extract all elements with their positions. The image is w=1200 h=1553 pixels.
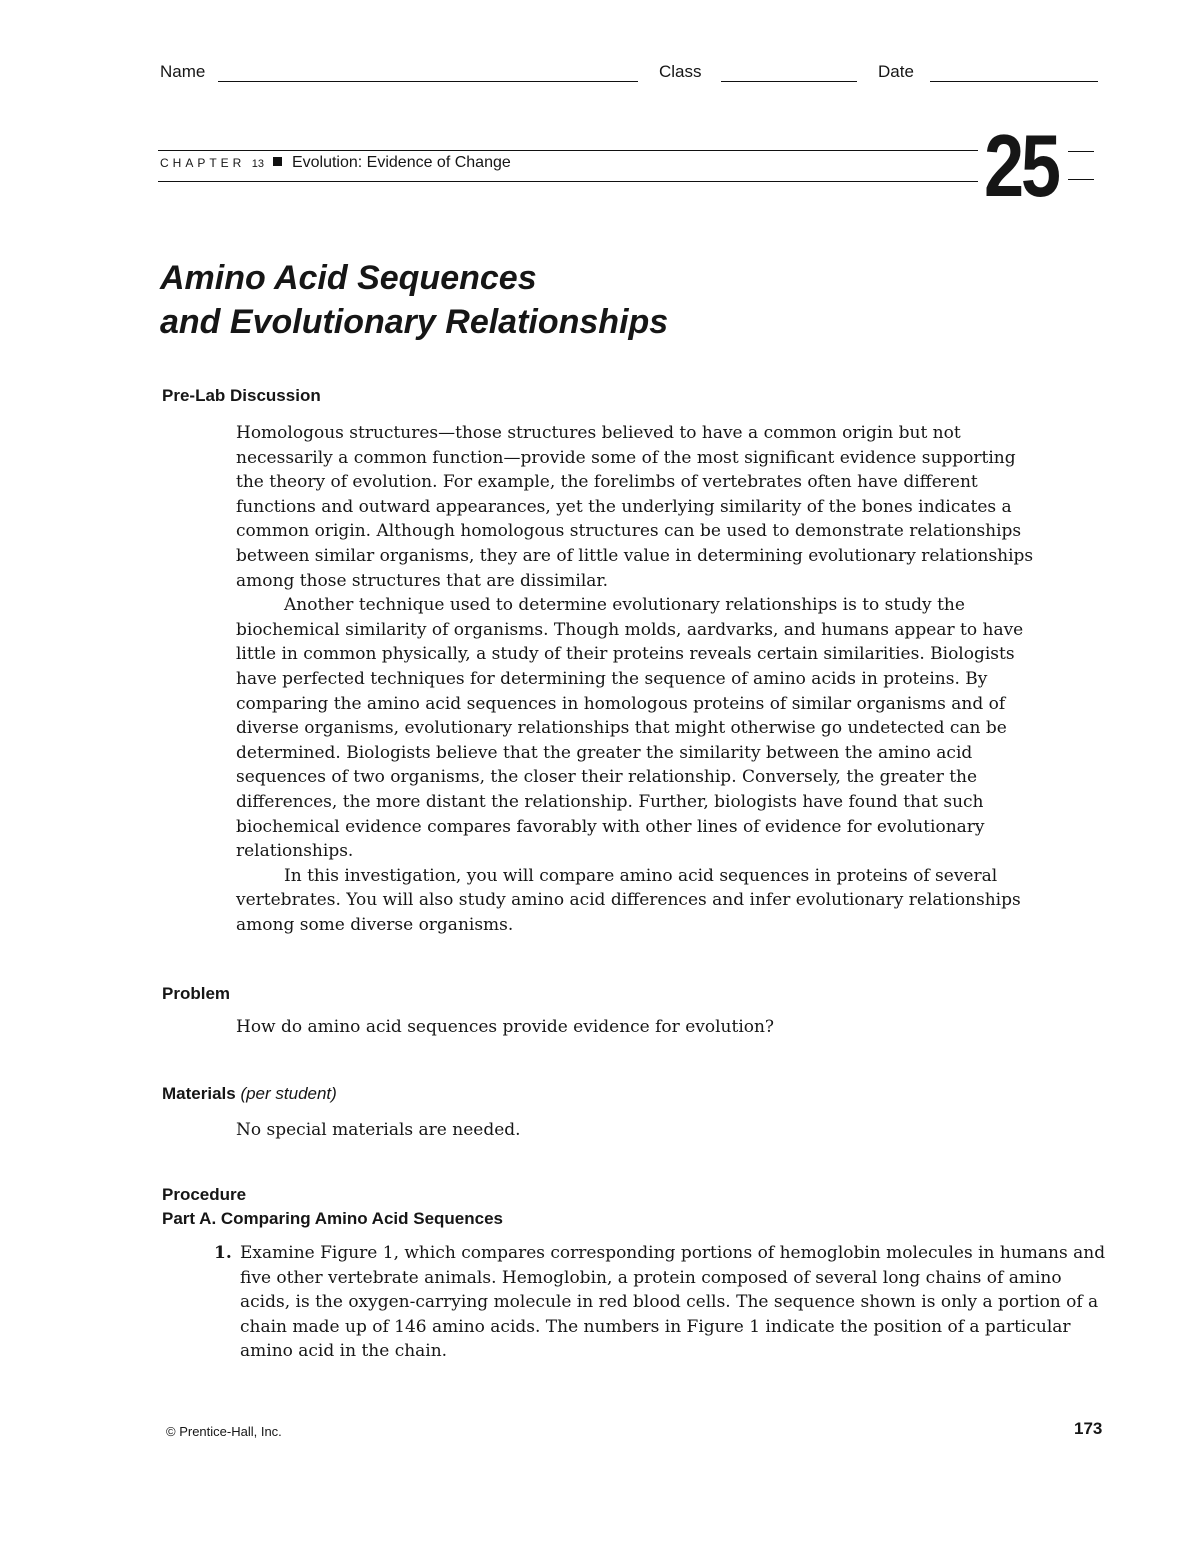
title-line-1: Amino Acid Sequences xyxy=(160,259,537,297)
class-label: Class xyxy=(659,62,702,81)
lab-number: 25 xyxy=(984,116,1058,215)
procedure-heading: Procedure xyxy=(162,1185,247,1204)
page-number: 173 xyxy=(1074,1419,1103,1438)
step-number: 1. xyxy=(214,1243,232,1263)
chapter-label: CHAPTER xyxy=(160,156,246,170)
materials-label: Materials xyxy=(162,1084,236,1103)
date-field xyxy=(878,62,914,82)
date-label: Date xyxy=(878,62,914,81)
chapter-band xyxy=(158,150,978,182)
header-fields xyxy=(160,62,1100,86)
date-blank-line xyxy=(930,81,1098,82)
square-bullet-icon xyxy=(273,157,282,166)
title-line-2: and Evolutionary Relationships xyxy=(160,303,669,341)
materials-text: No special materials are needed. xyxy=(236,1120,521,1140)
problem-text: How do amino acid sequences provide evidence for evolution? xyxy=(236,1017,775,1037)
prelab-paragraph-3: In this investigation, you will compare amino acid sequences in proteins of several vertebrates. You will also study amino acid differences and infer evolutionary relationships among some diverse organisms. xyxy=(236,865,1021,935)
procedure-step-1 xyxy=(214,1241,1109,1364)
materials-heading xyxy=(162,1084,337,1104)
chapter-number: 13 xyxy=(251,158,265,170)
class-field xyxy=(659,62,702,82)
prelab-paragraph-1: Homologous structures—those structures believed to have a common origin but not necessarily a common function—provide some of the most significant evidence supporting the theory of evolution. For example, the forelimbs of vertebrates often have different functions and outward appearances, yet the underlying similarity of the bones indicates a common origin. Although homologous structures can be used to demonstrate relationships between similar organisms, they are of little value in determining evolutionary relationships among those structures that are dissimilar. xyxy=(236,423,1034,591)
name-label: Name xyxy=(160,62,206,81)
prelab-paragraph-2: Another technique used to determine evolutionary relationships is to study the biochemical similarity of organisms. Though molds, aardvarks, and humans appear to have little in common physically, a study of their proteins reveals certain similarities. Biologists have perfected techniques for determining the sequence of amino acids in proteins. By comparing the amino acid sequences in homologous proteins of similar organisms and of diverse organisms, evolutionary relationships that might otherwise go undetected can be determined. Biologists believe that the greater the similarity between the amino acid sequences of two organisms, the closer their relationship. Conversely, the greater the differences, the more distant the relationship. Further, biologists have found that such biochemical evidence compares favorably with other lines of evidence for evolutionary relationships. xyxy=(236,595,1024,862)
tick-line-bottom xyxy=(1068,179,1094,180)
step-text: Examine Figure 1, which compares corresponding portions of hemoglobin molecules in humans and five other vertebrate animals. Hemoglobin, a protein composed of several long chains of amino acids, is the oxygen-carrying molecule in red blood cells. The sequence shown is only a portion of a chain made up of 146 amino acids. The numbers in Figure 1 indicate the position of a particular amino acid in the chain. xyxy=(240,1243,1106,1362)
part-a-heading: Part A. Comparing Amino Acid Sequences xyxy=(162,1209,504,1228)
name-blank-line xyxy=(218,81,638,82)
page-title xyxy=(160,256,668,344)
prelab-body xyxy=(236,421,1046,937)
copyright-notice: © Prentice-Hall, Inc. xyxy=(166,1424,282,1439)
chapter-heading xyxy=(160,154,511,172)
tick-line-top xyxy=(1068,151,1094,152)
name-field xyxy=(160,62,205,82)
class-blank-line xyxy=(721,81,857,82)
prelab-heading: Pre-Lab Discussion xyxy=(162,386,321,405)
chapter-title: Evolution: Evidence of Change xyxy=(291,154,511,171)
materials-qualifier: (per student) xyxy=(240,1084,337,1103)
problem-heading: Problem xyxy=(162,984,231,1003)
